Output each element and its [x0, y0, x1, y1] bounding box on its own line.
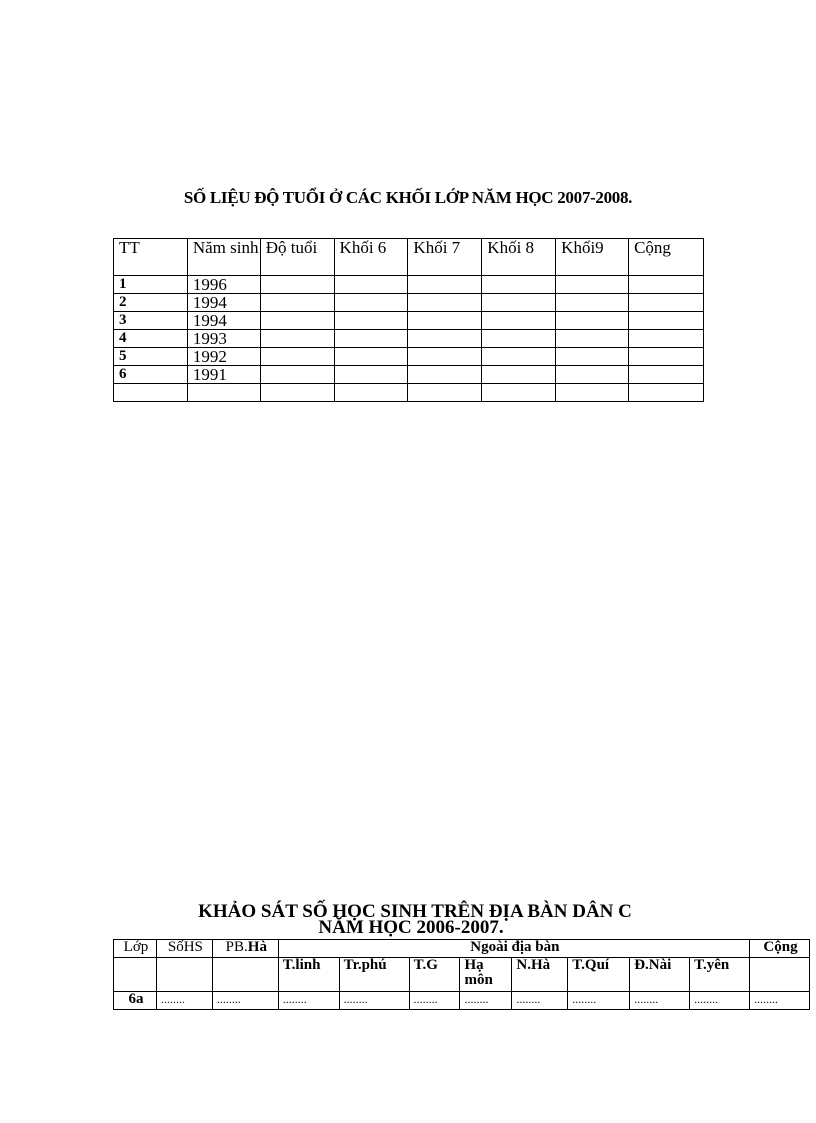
subheader-t-yen: T.yên: [690, 958, 750, 992]
header-tt: TT: [114, 239, 188, 276]
dots: ........: [634, 992, 659, 1006]
header-pb-prefix: PB.: [225, 939, 248, 955]
dots-cell: [339, 992, 409, 1010]
row-tt: 5: [114, 348, 188, 366]
row-tt: 1: [114, 276, 188, 294]
cell: [187, 384, 260, 402]
row-nam-sinh: 1996: [187, 276, 260, 294]
table-row: [114, 312, 704, 330]
dots-cell: [156, 992, 212, 1010]
cell: [482, 330, 556, 348]
cell: [408, 294, 482, 312]
cell: [334, 366, 408, 384]
cell: [114, 958, 157, 992]
cell: [482, 276, 556, 294]
cell: [260, 312, 334, 330]
cell: [629, 294, 704, 312]
survey-title-line2: NĂM HỌC 2006-2007.: [318, 917, 504, 938]
cell: [556, 366, 629, 384]
table-row: [114, 276, 704, 294]
cell: [629, 348, 704, 366]
dots: ........: [694, 992, 719, 1006]
cell: [260, 348, 334, 366]
dots: ........: [516, 992, 541, 1006]
dots-cell: [278, 992, 339, 1010]
survey-table: [113, 939, 810, 1010]
dots: ........: [216, 992, 241, 1006]
cell: [556, 276, 629, 294]
row-tt: 6: [114, 366, 188, 384]
row-tt: 4: [114, 330, 188, 348]
dots: ........: [413, 992, 438, 1006]
survey-header-row: [114, 940, 810, 958]
cell: [334, 276, 408, 294]
header-nam-sinh: Năm sinh: [187, 239, 260, 276]
subheader-t-linh: T.linh: [278, 958, 339, 992]
dots-cell: [750, 992, 810, 1010]
row-lop: 6a: [114, 992, 157, 1010]
dots: ........: [282, 992, 307, 1006]
header-cong: Cộng: [629, 239, 704, 276]
dots: ........: [464, 992, 489, 1006]
age-table-header-row: [114, 239, 704, 276]
age-table-title: [0, 188, 816, 208]
cell: [408, 312, 482, 330]
cell: [114, 384, 188, 402]
dots: ........: [343, 992, 368, 1006]
table-row: [114, 348, 704, 366]
cell: [260, 276, 334, 294]
cell: [556, 348, 629, 366]
dots: ........: [754, 992, 778, 1006]
cell: [482, 312, 556, 330]
cell: [212, 958, 278, 992]
header-lop: Lớp: [114, 940, 157, 958]
dots-cell: [630, 992, 690, 1010]
cell: [334, 330, 408, 348]
row-nam-sinh: 1994: [187, 294, 260, 312]
header-cong: Cộng: [750, 940, 810, 958]
header-khoi-7: Khối 7: [408, 239, 482, 276]
age-table: [113, 238, 704, 402]
header-ngoai-dia-ban: Ngoài địa bàn: [278, 940, 749, 958]
subheader-d-nai: Đ.Nài: [630, 958, 690, 992]
survey-table-title: [0, 902, 816, 938]
cell: [260, 384, 334, 402]
header-do-tuoi: Độ tuổi: [260, 239, 334, 276]
age-table-title-text: SỐ LIỆU ĐỘ TUỔI Ở CÁC KHỐI LỚP NĂM HỌC 2007-2008.: [183, 188, 633, 207]
survey-title-line1: KHẢO SÁT SỐ HỌC SINH TRÊN ĐỊA BÀN DÂN C: [198, 901, 632, 922]
cell: [556, 312, 629, 330]
header-khoi-6: Khối 6: [334, 239, 408, 276]
cell: [260, 294, 334, 312]
table-row: [114, 330, 704, 348]
row-nam-sinh: 1994: [187, 312, 260, 330]
subheader-tr-phu: Tr.phú: [339, 958, 409, 992]
dots-cell: [460, 992, 512, 1010]
row-nam-sinh: 1993: [187, 330, 260, 348]
row-tt: 2: [114, 294, 188, 312]
cell: [408, 330, 482, 348]
cell: [482, 384, 556, 402]
cell: [750, 958, 810, 992]
dots-cell: [512, 992, 568, 1010]
table-row: [114, 992, 810, 1010]
cell: [260, 330, 334, 348]
subheader-t-g: T.G: [409, 958, 460, 992]
cell: [482, 348, 556, 366]
cell: [408, 366, 482, 384]
cell: [260, 366, 334, 384]
cell: [556, 330, 629, 348]
header-pb-ha: [212, 940, 278, 958]
cell: [408, 384, 482, 402]
table-row: [114, 366, 704, 384]
dots-cell: [212, 992, 278, 1010]
cell: [334, 294, 408, 312]
dots-cell: [690, 992, 750, 1010]
cell: [334, 348, 408, 366]
row-nam-sinh: 1992: [187, 348, 260, 366]
table-row-empty: [114, 384, 704, 402]
cell: [334, 312, 408, 330]
survey-subheader-row: [114, 958, 810, 992]
header-pb-suffix: Hà: [247, 939, 267, 955]
cell: [408, 276, 482, 294]
dots-cell: [568, 992, 630, 1010]
cell: [629, 312, 704, 330]
dots: ........: [572, 992, 597, 1006]
cell: [629, 384, 704, 402]
table-row: [114, 294, 704, 312]
subheader-t-qui: T.Quí: [568, 958, 630, 992]
row-tt: 3: [114, 312, 188, 330]
subheader-ha-mon: Hạ môn: [460, 958, 512, 992]
subheader-n-ha: N.Hà: [512, 958, 568, 992]
cell: [408, 348, 482, 366]
header-khoi-8: Khối 8: [482, 239, 556, 276]
cell: [629, 276, 704, 294]
dots: ........: [160, 992, 185, 1006]
cell: [556, 294, 629, 312]
header-so-hs: SốHS: [156, 940, 212, 958]
header-khoi-9: Khối9: [556, 239, 629, 276]
cell: [629, 366, 704, 384]
dots-cell: [409, 992, 460, 1010]
cell: [156, 958, 212, 992]
cell: [482, 366, 556, 384]
cell: [482, 294, 556, 312]
cell: [629, 330, 704, 348]
cell: [556, 384, 629, 402]
row-nam-sinh: 1991: [187, 366, 260, 384]
cell: [334, 384, 408, 402]
